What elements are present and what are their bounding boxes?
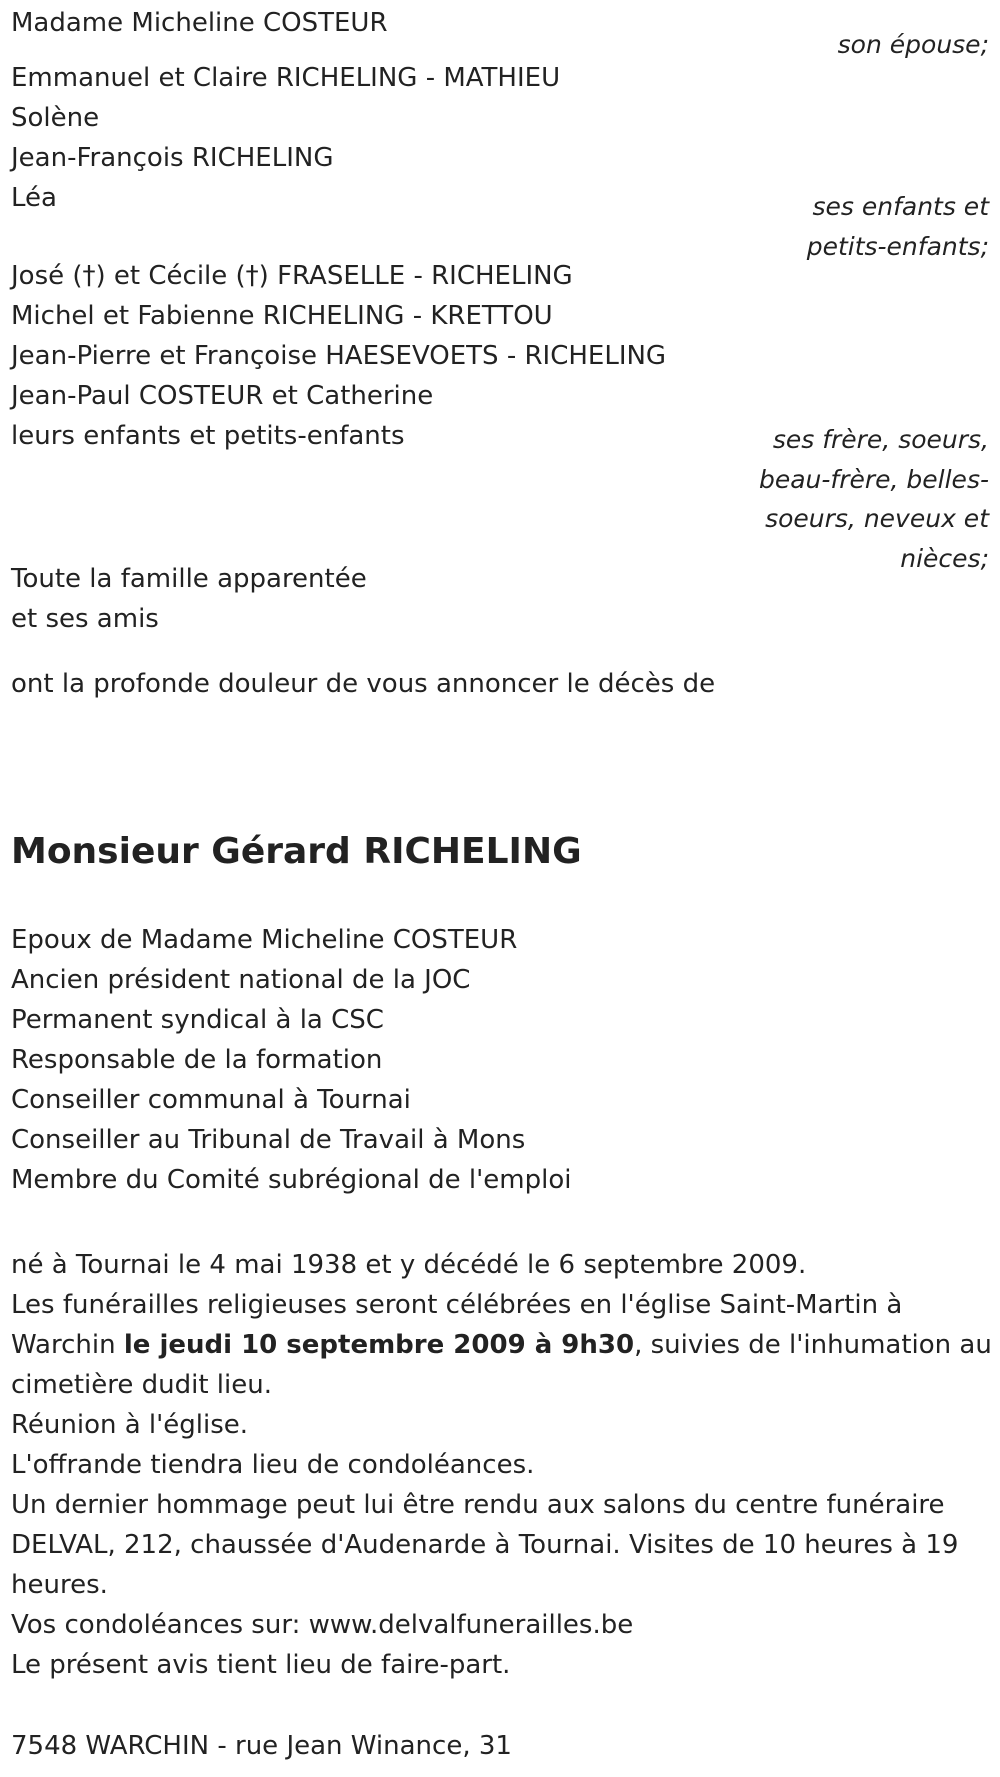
notice-line: Le présent avis tient lieu de faire-part. [11, 1650, 511, 1680]
spouse-name: Madame Micheline COSTEUR [11, 8, 388, 38]
condolences-line: Vos condoléances sur: www.delvalfunerailles.be [11, 1610, 634, 1640]
tribute-line: heures. [11, 1570, 108, 1600]
title-line: Ancien président national de la JOC [11, 965, 471, 995]
funeral-place: Warchin [11, 1330, 124, 1360]
title-line: Membre du Comité subrégional de l'emploi [11, 1165, 572, 1195]
family-member: Jean-Pierre et Françoise HAESEVOETS - RICHELING [11, 341, 667, 371]
birth-death-line: né à Tournai le 4 mai 1938 et y décédé le 6 septembre 2009. [11, 1250, 807, 1280]
family-member: José (†) et Cécile (†) FRASELLE - RICHELING [11, 261, 573, 291]
family-line: et ses amis [11, 604, 159, 634]
tribute-line: Un dernier hommage peut lui être rendu aux salons du centre funéraire [11, 1490, 945, 1520]
relation-line: soeurs, neveux et [765, 504, 989, 533]
funeral-line: cimetière dudit lieu. [11, 1370, 272, 1400]
address [11, 1726, 991, 1766]
title-line: Conseiller au Tribunal de Travail à Mons [11, 1125, 526, 1155]
meeting-line: Réunion à l'église. [11, 1410, 249, 1440]
funeral-date: le jeudi 10 septembre 2009 à 9h30 [123, 1330, 635, 1360]
titles-list [11, 920, 991, 1200]
tribute-line: DELVAL, 212, chaussée d'Audenarde à Tournai. Visites de 10 heures à 19 [11, 1530, 959, 1560]
offering-line: L'offrande tiendra lieu de condoléances. [11, 1450, 535, 1480]
funeral-burial: , suivies de l'inhumation au [634, 1330, 992, 1360]
title-line: Responsable de la formation [11, 1045, 383, 1075]
family-member: Jean-Paul COSTEUR et Catherine [11, 381, 434, 411]
family-member: leurs enfants et petits-enfants [11, 421, 405, 451]
relation-line: beau-frère, belles- [758, 464, 989, 494]
siblings-relation [759, 420, 989, 578]
children-relation [807, 187, 989, 266]
family-member: Emmanuel et Claire RICHELING - MATHIEU [11, 63, 561, 93]
deceased-name: Monsieur Gérard RICHELING [11, 831, 582, 872]
relation-line: petits-enfants; [806, 231, 989, 261]
relation-line: ses enfants et [812, 192, 989, 221]
title-line: Conseiller communal à Tournai [11, 1085, 411, 1115]
funeral-date-line [11, 1325, 992, 1365]
family-member: Léa [11, 183, 57, 213]
family-member: Solène [11, 103, 100, 133]
family-line: Toute la famille apparentée [11, 564, 367, 594]
family-friends [11, 559, 991, 639]
announcement [11, 664, 991, 704]
announcement-text: ont la profonde douleur de vous annoncer le décès de [11, 669, 716, 699]
details-paragraph [11, 1245, 992, 1685]
address-text: 7548 WARCHIN - rue Jean Winance, 31 [11, 1731, 512, 1761]
funeral-line: Les funérailles religieuses seront célébrées en l'église Saint-Martin à [11, 1290, 903, 1320]
title-line: Epoux de Madame Micheline COSTEUR [11, 925, 518, 955]
relation-line: son épouse; [837, 30, 989, 59]
family-member: Michel et Fabienne RICHELING - KRETTOU [11, 301, 553, 331]
relation-line: ses frère, soeurs, [772, 425, 989, 454]
family-member: Jean-François RICHELING [11, 143, 334, 173]
relation-line: nièces; [900, 543, 989, 573]
title-line: Permanent syndical à la CSC [11, 1005, 384, 1035]
